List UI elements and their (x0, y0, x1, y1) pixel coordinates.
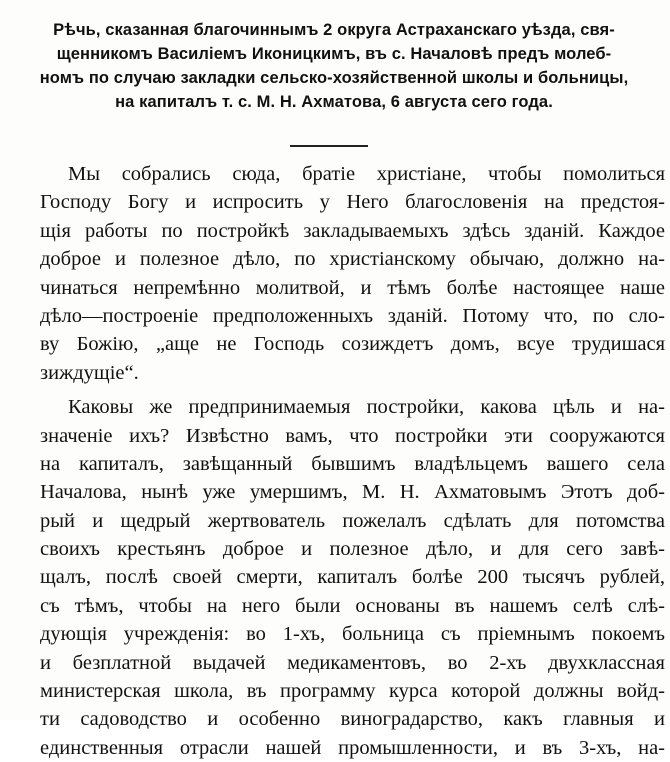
paragraph-1 (40, 160, 665, 387)
text-line: Господу Богу и испросить у Него благословенія на предстоя- (40, 191, 665, 214)
text-line: ти садоводство и особенно виноградарство, какъ главныя и (40, 708, 665, 731)
text-line: Каковы же предпринимаемыя постройки, какова цѣль и на- (68, 396, 665, 419)
speech-heading (14, 18, 654, 114)
heading-line: Рѣчь, сказанная благочиннымъ 2 округа Астраханскаго уѣзда, свя- (53, 21, 615, 39)
text-line: чинаться непремѣнно молитвой, и тѣмъ болѣе настоящее наше (40, 276, 665, 299)
text-line: ву Божію, „аще не Господь созиждетъ домъ, всуе трудишася (40, 333, 665, 356)
text-line: дѣло—построеніе предположенныхъ зданій. Потому что, по сло- (40, 304, 665, 327)
text-line: доброе и полезное дѣло, по христіанскому обычаю, должно на- (40, 248, 665, 271)
text-line: и безплатной выдачей медикаментовъ, во 2-хъ двухклассная (40, 651, 665, 674)
text-line: своихъ крестьянъ доброе и полезное дѣло, и для сего завѣ- (40, 538, 665, 561)
text-line: Мы собрались сюда, братіе христіане, чтобы помолиться (68, 163, 665, 185)
text-line: Началова, нынѣ уже умершимъ, М. Н. Ахматовымъ Этотъ доб- (40, 481, 665, 504)
text-line: рый и щедрый жертвователь пожелалъ сдѣлать для потомства (40, 509, 665, 532)
text-line: значеніе ихъ? Извѣстно вамъ, что постройки эти сооружаются (40, 424, 665, 447)
text-line: зиждущіе“. (40, 361, 139, 384)
text-line: щія работы по постройкѣ закладываемыхъ здѣсь зданій. Каждое (40, 219, 665, 242)
heading-line: на капиталъ т. с. М. Н. Ахматова, 6 августа сего года. (115, 93, 553, 111)
speech-body (40, 160, 665, 762)
section-divider (290, 145, 368, 147)
text-line: единственныя отрасли нашей промышленности, и въ 3-хъ, на- (40, 736, 665, 759)
text-line: щалъ, послѣ своей смерти, капиталъ болѣе 200 тысячъ рублей, (40, 566, 665, 589)
paragraph-2 (40, 393, 665, 762)
text-line: дующія учрежденія: во 1-хъ, больница съ пріемнымъ покоемъ (40, 623, 665, 646)
text-line: министерская школа, въ программу курса которой должны войд- (40, 680, 665, 703)
heading-line: номъ по случаю закладки сельско-хозяйственной школы и больницы, (39, 69, 629, 87)
text-line: на капиталъ, завѣщанный бывшимъ владѣльцемъ вашего села (40, 452, 665, 475)
heading-line: щенникомъ Василіемъ Иконицкимъ, въ с. Началовѣ предъ молеб- (56, 45, 612, 63)
text-line: съ тѣмъ, чтобы на него были основаны въ нашемъ селѣ слѣ- (40, 594, 665, 617)
